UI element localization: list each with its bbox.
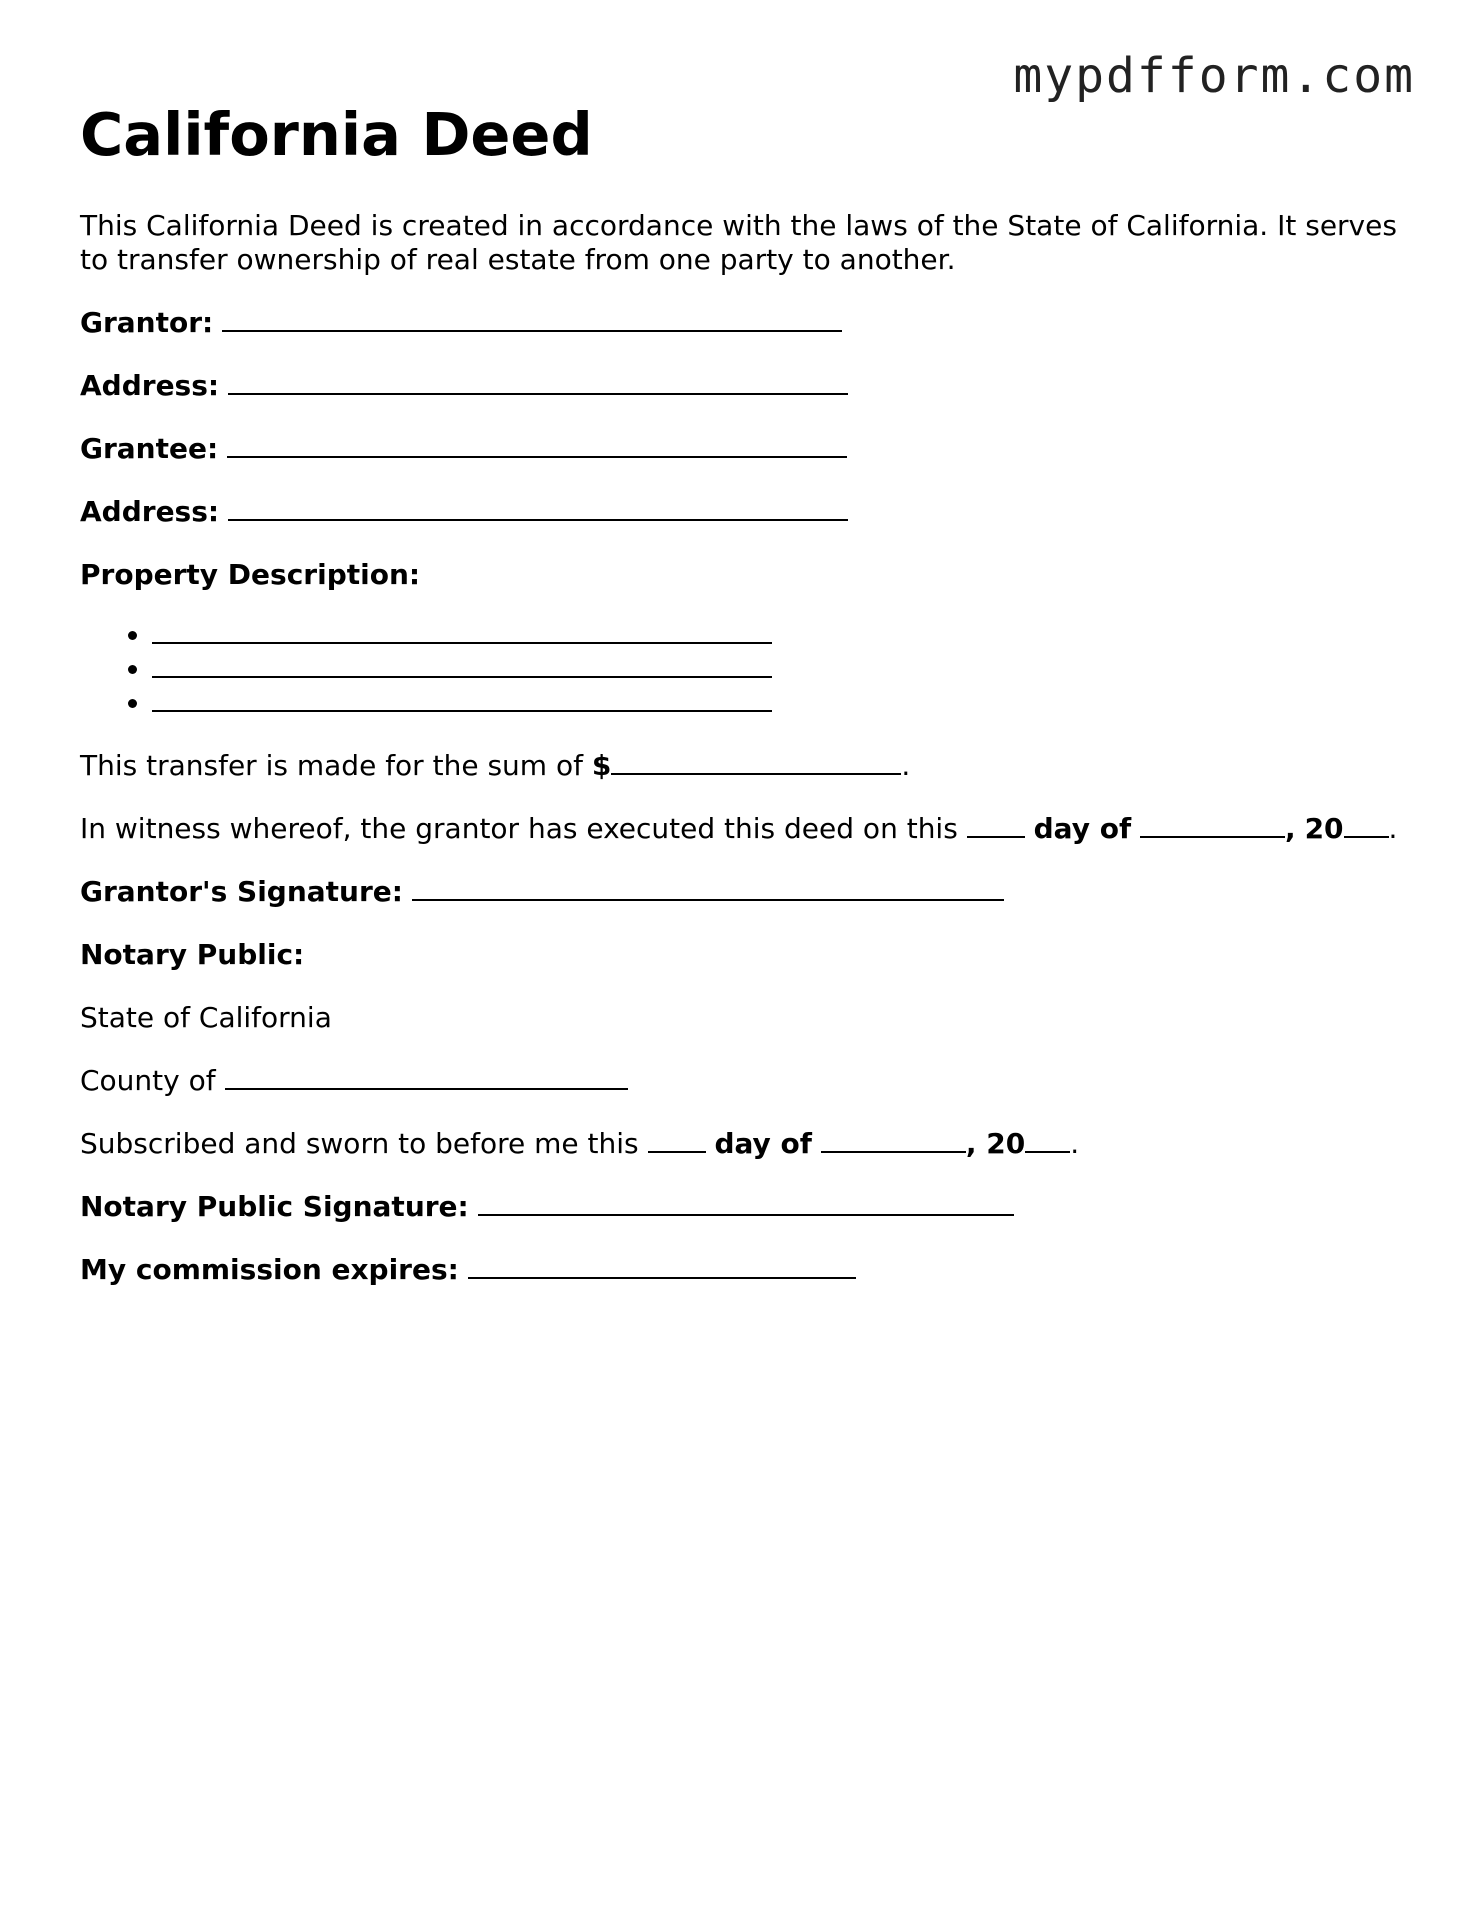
notary-state: State of California: [80, 1000, 332, 1034]
notary-signature-label: Notary Public Signature:: [80, 1189, 469, 1223]
witness-month-blank[interactable]: [1140, 812, 1285, 838]
page-title: California Deed: [80, 100, 593, 169]
notary-signature-field: [80, 1190, 1400, 1224]
list-item: [152, 652, 1400, 686]
witness-year-prefix: 20: [1304, 811, 1344, 845]
property-description-list: [80, 618, 1400, 720]
sworn-day-blank[interactable]: [648, 1127, 706, 1153]
property-description-field: [80, 558, 1400, 592]
sum-suffix: .: [901, 748, 911, 782]
county-blank[interactable]: [225, 1064, 628, 1090]
county-field: [80, 1064, 1400, 1098]
sworn-prefix: Subscribed and sworn to before me this: [80, 1126, 639, 1160]
deed-document: [80, 100, 1400, 1287]
grantor-address-blank[interactable]: [228, 369, 848, 395]
commission-blank[interactable]: [468, 1253, 856, 1279]
grantee-field: [80, 432, 1400, 466]
commission-label: My commission expires:: [80, 1252, 459, 1286]
sum-blank[interactable]: [611, 749, 901, 775]
notary-heading-field: [80, 938, 1400, 972]
sworn-field: [80, 1127, 1400, 1161]
grantee-address-blank[interactable]: [228, 495, 848, 521]
county-label: County of: [80, 1063, 216, 1097]
witness-suffix: .: [1388, 811, 1398, 845]
witness-day-blank[interactable]: [967, 812, 1025, 838]
grantor-signature-label: Grantor's Signature:: [80, 874, 403, 908]
property-line-blank[interactable]: [152, 652, 772, 678]
property-line-blank[interactable]: [152, 618, 772, 644]
grantor-field: [80, 306, 1400, 340]
witness-year-blank[interactable]: [1344, 812, 1389, 838]
sum-field: [80, 749, 1400, 783]
sum-prefix: This transfer is made for the sum of: [80, 748, 583, 782]
commission-field: [80, 1253, 1400, 1287]
grantor-signature-blank[interactable]: [412, 875, 1004, 901]
grantor-signature-field: [80, 875, 1400, 909]
witness-field: [80, 812, 1400, 846]
sworn-suffix: .: [1070, 1126, 1080, 1160]
sworn-year-blank[interactable]: [1025, 1127, 1070, 1153]
witness-comma: ,: [1285, 811, 1296, 845]
notary-heading: Notary Public:: [80, 937, 305, 971]
watermark: mypdfform.com: [1013, 48, 1415, 104]
list-item: [152, 686, 1400, 720]
grantor-address-field: [80, 369, 1400, 403]
grantee-blank[interactable]: [227, 432, 847, 458]
sum-currency: $: [591, 748, 612, 782]
grantee-label: Grantee:: [80, 431, 219, 465]
grantee-address-label: Address:: [80, 494, 220, 528]
grantor-label: Grantor:: [80, 305, 214, 339]
intro-paragraph: This California Deed is created in accordance with the laws of the State of California. It serves to transfer ownership of real estate from one party to another.: [80, 208, 1397, 276]
witness-day-of: day of: [1033, 811, 1132, 845]
property-description-label: Property Description:: [80, 557, 421, 591]
property-line-blank[interactable]: [152, 686, 772, 712]
witness-prefix: In witness whereof, the grantor has executed this deed on this: [80, 811, 958, 845]
sworn-month-blank[interactable]: [821, 1127, 966, 1153]
grantor-address-label: Address:: [80, 368, 220, 402]
grantor-blank[interactable]: [222, 306, 842, 332]
grantee-address-field: [80, 495, 1400, 529]
list-item: [152, 618, 1400, 652]
sworn-day-of: day of: [714, 1126, 812, 1160]
notary-signature-blank[interactable]: [478, 1190, 1014, 1216]
sworn-year: , 20: [965, 1126, 1026, 1160]
